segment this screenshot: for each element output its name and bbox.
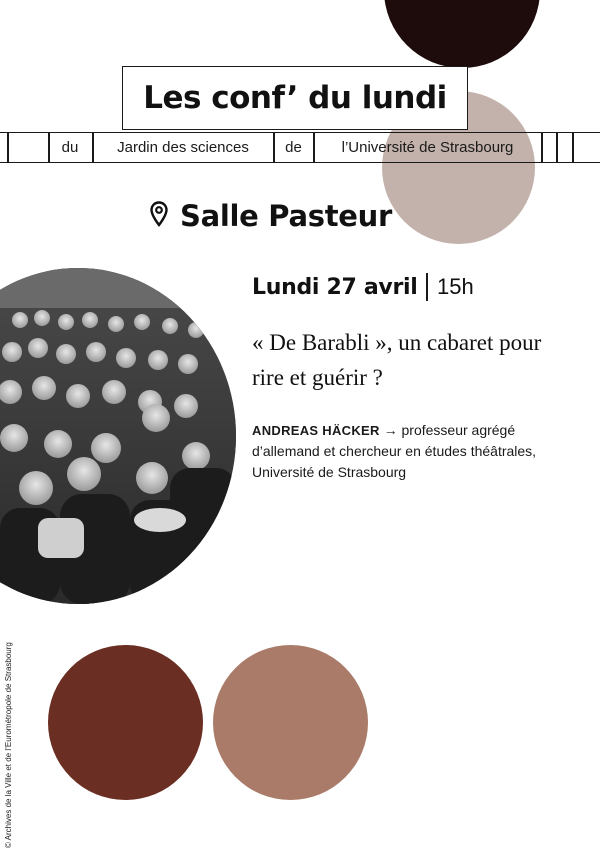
event-time: 15h <box>436 274 474 299</box>
subtitle-band <box>0 132 600 163</box>
subtitle-de: de <box>285 139 302 156</box>
map-pin-icon <box>150 201 168 232</box>
band-divider <box>541 133 543 162</box>
band-divider <box>572 133 574 162</box>
speaker-block <box>252 420 552 483</box>
photo-credit: © Archives de la Ville et de l’Eurométropole de Strasbourg <box>4 642 13 848</box>
decorative-circle-tan <box>213 645 368 800</box>
decorative-circle-dark <box>384 0 540 68</box>
title-box <box>122 66 468 130</box>
audience-photo <box>0 268 236 604</box>
arrow-icon: → <box>383 422 398 438</box>
band-divider <box>7 133 9 162</box>
talk-title: « De Barabli », un cabaret pour rire et guérir ? <box>252 330 542 390</box>
subtitle-du: du <box>61 139 79 156</box>
subtitle-universite: l’Université de Strasbourg <box>341 139 514 156</box>
decorative-circle-rust <box>48 645 203 800</box>
page-title: Les conf’ du lundi <box>143 80 447 116</box>
location <box>150 196 392 236</box>
band-divider <box>556 133 558 162</box>
date-time-divider <box>426 273 428 301</box>
subtitle-jardin: Jardin des sciences <box>117 139 249 156</box>
date-time-row <box>252 270 474 304</box>
location-label: Salle Pasteur <box>180 199 392 233</box>
event-date: Lundi 27 avril <box>252 274 418 300</box>
speaker-description: professeur agrégé d’allemand et chercheur en études théâtrales, Université de Strasbourg <box>252 422 537 480</box>
speaker-name: ANDREAS HÄCKER <box>252 423 380 438</box>
